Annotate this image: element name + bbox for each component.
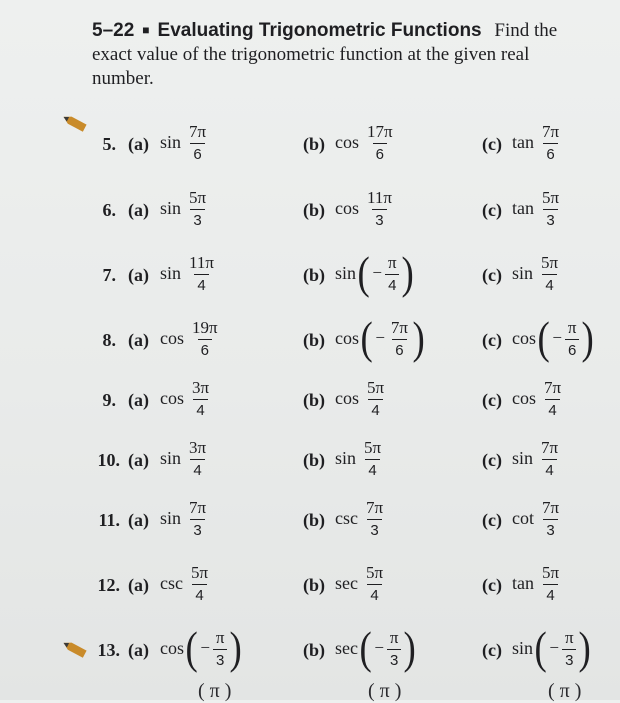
- minus-sign: −: [552, 328, 562, 347]
- function-name: sin: [160, 507, 182, 528]
- trig-expression: [335, 368, 387, 428]
- part-label: (b): [303, 200, 325, 220]
- fraction: [539, 189, 562, 228]
- part-label: (a): [128, 200, 149, 220]
- fraction: [388, 319, 411, 358]
- trig-expression: [335, 488, 386, 548]
- numerator: π: [567, 317, 577, 337]
- minus-sign: −: [375, 328, 385, 347]
- fraction: [363, 499, 386, 538]
- function-name: cos: [512, 387, 536, 408]
- trig-expression: [160, 368, 212, 428]
- denominator: 4: [365, 459, 379, 478]
- numerator: 17π: [367, 121, 393, 141]
- denominator: 6: [373, 143, 387, 162]
- left-paren: (: [534, 622, 547, 673]
- right-paren: ): [581, 312, 594, 363]
- function-name: sin: [512, 262, 534, 283]
- minus-sign: −: [549, 638, 559, 657]
- trig-expression: [512, 553, 562, 613]
- trig-expression: [512, 368, 564, 428]
- denominator: 3: [562, 649, 576, 668]
- function-name: tan: [512, 197, 534, 218]
- problem-number: 10.: [97, 450, 120, 470]
- numerator: 5π: [542, 187, 560, 207]
- denominator: 4: [192, 584, 206, 603]
- fraction: [539, 499, 562, 538]
- problem-number: 11.: [98, 510, 120, 530]
- numerator: 5π: [364, 437, 382, 457]
- fraction: [189, 379, 212, 418]
- left-paren: (: [360, 312, 373, 363]
- trig-expression: [335, 112, 396, 172]
- function-name: cos: [160, 637, 184, 658]
- trig-expression: [160, 618, 243, 678]
- trig-expression: [512, 112, 562, 172]
- right-paren: ): [401, 247, 414, 298]
- part-label: (c): [482, 575, 502, 595]
- section-title: Evaluating Trigonometric Functions: [157, 20, 482, 41]
- function-name: sin: [335, 262, 357, 283]
- trig-expression: [160, 243, 217, 303]
- denominator: 3: [387, 649, 401, 668]
- denominator: 6: [565, 339, 579, 358]
- problem-row: [0, 178, 620, 238]
- numerator: π: [389, 627, 399, 647]
- function-name: sec: [335, 637, 358, 658]
- function-name: sec: [335, 572, 358, 593]
- function-name: csc: [335, 507, 358, 528]
- function-name: sin: [160, 262, 182, 283]
- fraction: [539, 564, 562, 603]
- fraction: [188, 564, 211, 603]
- part-label: (c): [482, 330, 502, 350]
- function-name: cos: [512, 327, 536, 348]
- trig-expression: [512, 308, 595, 368]
- minus-sign: −: [200, 638, 210, 657]
- numerator: 7π: [365, 497, 384, 517]
- trig-expression: [335, 178, 395, 238]
- section-header: [92, 18, 592, 91]
- function-name: cos: [160, 327, 184, 348]
- part-label: (c): [482, 510, 502, 530]
- function-name: sin: [160, 131, 182, 152]
- denominator: 4: [543, 584, 557, 603]
- part-label: (a): [128, 265, 149, 285]
- trig-expression: [512, 488, 562, 548]
- problem-number: 6.: [102, 200, 116, 220]
- function-name: cos: [335, 327, 359, 348]
- denominator: 6: [543, 143, 557, 162]
- numerator: 7π: [189, 497, 207, 517]
- exercise-range: 5–22: [92, 20, 135, 41]
- trig-expression: [512, 428, 561, 488]
- part-label: (c): [482, 390, 502, 410]
- denominator: 4: [368, 399, 382, 418]
- problem-number: 8.: [102, 330, 116, 350]
- trig-expression: [512, 243, 561, 303]
- numerator: 11π: [367, 187, 392, 207]
- problem-row: [0, 553, 620, 613]
- numerator: π: [564, 627, 574, 647]
- right-paren: ): [403, 622, 416, 673]
- numerator: 7π: [189, 121, 207, 141]
- fraction: [538, 254, 561, 293]
- denominator: 3: [190, 519, 204, 538]
- denominator: 6: [190, 143, 204, 162]
- part-label: (b): [303, 640, 325, 660]
- part-label: (c): [482, 265, 502, 285]
- denominator: 3: [543, 209, 557, 228]
- problem-number: 9.: [102, 390, 116, 410]
- trig-expression: [335, 308, 426, 368]
- part-label: (b): [303, 390, 325, 410]
- function-name: cos: [335, 197, 359, 218]
- trig-expression: [512, 178, 562, 238]
- left-paren: (: [537, 312, 550, 363]
- denominator: 3: [367, 519, 381, 538]
- fraction: [186, 254, 217, 293]
- fraction: [385, 254, 400, 293]
- part-label: (b): [303, 265, 325, 285]
- problem-row: [0, 243, 620, 303]
- trig-expression: [160, 308, 221, 368]
- numerator: 7π: [542, 497, 560, 517]
- function-name: sin: [160, 197, 182, 218]
- problem-number: 13.: [97, 640, 120, 660]
- pencil-mark-icon: [61, 112, 89, 133]
- problem-row: [0, 112, 620, 172]
- partial-expression: ( π ): [548, 680, 582, 702]
- part-label: (c): [482, 134, 502, 154]
- minus-sign: −: [372, 263, 382, 282]
- fraction: [186, 499, 209, 538]
- problem-number: 7.: [102, 265, 116, 285]
- part-label: (a): [128, 640, 149, 660]
- denominator: 4: [194, 274, 208, 293]
- denominator: 4: [367, 584, 381, 603]
- fraction: [189, 319, 221, 358]
- numerator: 19π: [192, 317, 218, 337]
- denominator: 6: [392, 339, 406, 358]
- problem-row: [0, 308, 620, 368]
- fraction: [562, 629, 577, 668]
- fraction: [361, 439, 384, 478]
- denominator: 4: [542, 274, 556, 293]
- function-name: cos: [335, 131, 359, 152]
- denominator: 4: [545, 399, 559, 418]
- function-name: tan: [512, 131, 534, 152]
- function-name: sin: [512, 447, 534, 468]
- denominator: 3: [372, 209, 386, 228]
- minus-sign: −: [374, 638, 384, 657]
- numerator: 7π: [541, 437, 559, 457]
- part-label: (b): [303, 134, 325, 154]
- numerator: 3π: [192, 377, 210, 397]
- function-name: sin: [335, 447, 357, 468]
- problem-number: 12.: [97, 575, 120, 595]
- numerator: 11π: [189, 252, 214, 272]
- denominator: 6: [198, 339, 212, 358]
- trig-expression: [160, 553, 211, 613]
- part-label: (a): [128, 575, 149, 595]
- trig-expression: [335, 243, 415, 303]
- problem-row: [0, 618, 620, 678]
- function-name: cot: [512, 507, 534, 528]
- function-name: tan: [512, 572, 534, 593]
- numerator: 5π: [190, 562, 209, 582]
- part-label: (c): [482, 450, 502, 470]
- fraction: [538, 439, 561, 478]
- numerator: 7π: [390, 317, 409, 337]
- trig-expression: [335, 428, 384, 488]
- denominator: 4: [193, 399, 207, 418]
- right-paren: ): [578, 622, 591, 673]
- numerator: 5π: [365, 562, 384, 582]
- part-label: (a): [128, 330, 149, 350]
- denominator: 3: [190, 209, 204, 228]
- fraction: [213, 629, 228, 668]
- problem-row: [0, 488, 620, 548]
- denominator: 4: [190, 459, 204, 478]
- numerator: π: [215, 627, 225, 647]
- fraction: [186, 189, 209, 228]
- fraction: [541, 379, 564, 418]
- denominator: 4: [542, 459, 556, 478]
- numerator: 7π: [542, 121, 560, 141]
- part-label: (a): [128, 390, 149, 410]
- part-label: (a): [128, 510, 149, 530]
- function-name: cos: [335, 387, 359, 408]
- right-paren: ): [229, 622, 242, 673]
- trig-expression: [160, 178, 209, 238]
- instructions-first: Find the: [494, 20, 558, 41]
- denominator: 3: [213, 649, 227, 668]
- part-label: (b): [303, 450, 325, 470]
- part-label: (b): [303, 575, 325, 595]
- fraction: [363, 564, 386, 603]
- function-name: cos: [160, 387, 184, 408]
- partial-expression: ( π ): [198, 680, 232, 702]
- function-name: csc: [160, 572, 183, 593]
- part-label: (a): [128, 134, 149, 154]
- fraction: [387, 629, 402, 668]
- numerator: 5π: [542, 562, 560, 582]
- trig-expression: [512, 618, 592, 678]
- numerator: 7π: [544, 377, 562, 397]
- problem-row: [0, 428, 620, 488]
- part-label: (a): [128, 450, 149, 470]
- left-paren: (: [359, 622, 372, 673]
- left-paren: (: [357, 247, 370, 298]
- trig-expression: [335, 618, 417, 678]
- partial-expression: ( π ): [368, 680, 402, 702]
- part-label: (c): [482, 640, 502, 660]
- right-paren: ): [412, 312, 425, 363]
- bullet-icon: ■: [142, 23, 150, 37]
- trig-expression: [160, 112, 209, 172]
- fraction: [364, 379, 387, 418]
- fraction: [364, 189, 395, 228]
- numerator: 5π: [367, 377, 385, 397]
- function-name: sin: [160, 447, 182, 468]
- numerator: 3π: [189, 437, 207, 457]
- function-name: sin: [512, 637, 534, 658]
- fraction: [565, 319, 580, 358]
- trig-expression: [335, 553, 386, 613]
- fraction: [364, 123, 396, 162]
- numerator: π: [387, 252, 397, 272]
- problem-row: [0, 368, 620, 428]
- trig-expression: [160, 428, 209, 488]
- part-label: (b): [303, 330, 325, 350]
- fraction: [539, 123, 562, 162]
- numerator: 5π: [541, 252, 559, 272]
- fraction: [186, 439, 209, 478]
- trig-expression: [160, 488, 209, 548]
- denominator: 4: [385, 274, 399, 293]
- numerator: 5π: [189, 187, 207, 207]
- part-label: (c): [482, 200, 502, 220]
- part-label: (b): [303, 510, 325, 530]
- fraction: [186, 123, 209, 162]
- instructions-rest: exact value of the trigonometric function at the given real number.: [92, 44, 530, 89]
- problem-number: 5.: [102, 134, 116, 154]
- left-paren: (: [185, 622, 198, 673]
- denominator: 3: [543, 519, 557, 538]
